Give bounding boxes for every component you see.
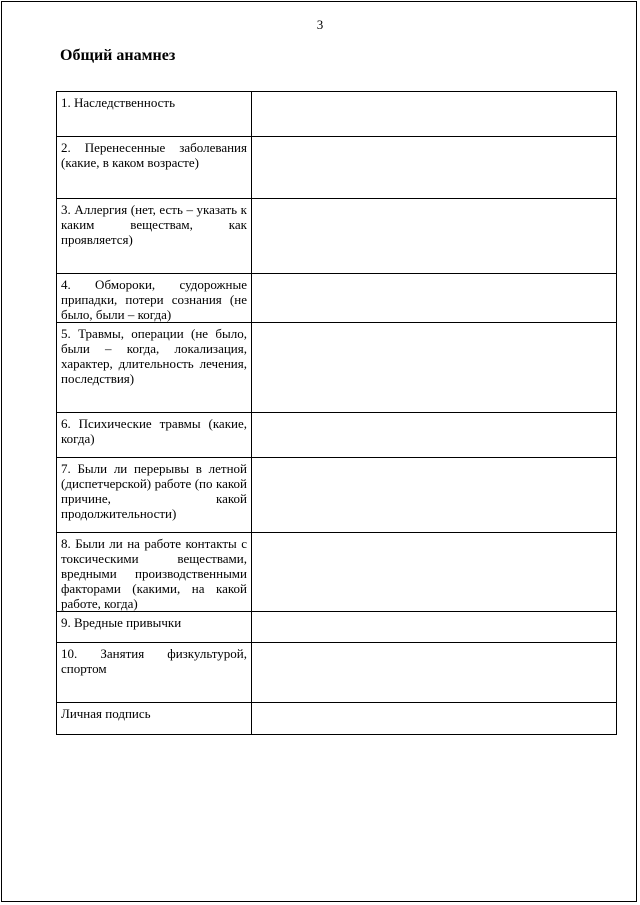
row-label-injuries: 5. Травмы, операции (не было, были – когда, локализация, характер, длительность лечения, последствия)	[57, 323, 252, 413]
table-row	[57, 323, 617, 413]
row-label-sport: 10. Занятия физкультурой, спортом	[57, 643, 252, 703]
row-value-allergy[interactable]	[252, 199, 617, 274]
row-label-fainting: 4. Обмороки, судорожные припадки, потери сознания (не было, были – когда)	[57, 274, 252, 323]
row-label-mental-trauma: 6. Психические травмы (какие, когда)	[57, 413, 252, 458]
signature-label: Личная подпись	[57, 703, 252, 735]
row-value-work-breaks[interactable]	[252, 458, 617, 533]
table-row	[57, 458, 617, 533]
row-label-work-breaks: 7. Были ли перерывы в летной (диспетчерской) работе (по какой причине, какой продолжительности)	[57, 458, 252, 533]
row-value-toxic-contacts[interactable]	[252, 533, 617, 612]
row-value-past-diseases[interactable]	[252, 137, 617, 199]
row-label-heredity: 1. Наследственность	[57, 92, 252, 137]
table-row	[57, 643, 617, 703]
table-row	[57, 92, 617, 137]
page-title: Общий анамнез	[60, 47, 176, 64]
row-value-heredity[interactable]	[252, 92, 617, 137]
row-value-sport[interactable]	[252, 643, 617, 703]
row-label-past-diseases: 2. Перенесенные заболевания (какие, в каком возрасте)	[57, 137, 252, 199]
table-row	[57, 703, 617, 735]
anamnesis-table	[56, 91, 617, 735]
table-row	[57, 137, 617, 199]
table-row	[57, 413, 617, 458]
row-value-fainting[interactable]	[252, 274, 617, 323]
row-value-injuries[interactable]	[252, 323, 617, 413]
table-row	[57, 199, 617, 274]
row-value-bad-habits[interactable]	[252, 612, 617, 643]
row-label-toxic-contacts: 8. Были ли на работе контакты с токсическими веществами, вредными производственными факторами (какими, на какой работе, когда)	[57, 533, 252, 612]
row-value-mental-trauma[interactable]	[252, 413, 617, 458]
table-row	[57, 533, 617, 612]
signature-field[interactable]	[252, 703, 617, 735]
table-row	[57, 612, 617, 643]
row-label-allergy: 3. Аллергия (нет, есть – указать к каким веществам, как проявляется)	[57, 199, 252, 274]
table-row	[57, 274, 617, 323]
page-number: 3	[316, 17, 324, 32]
row-label-bad-habits: 9. Вредные привычки	[57, 612, 252, 643]
